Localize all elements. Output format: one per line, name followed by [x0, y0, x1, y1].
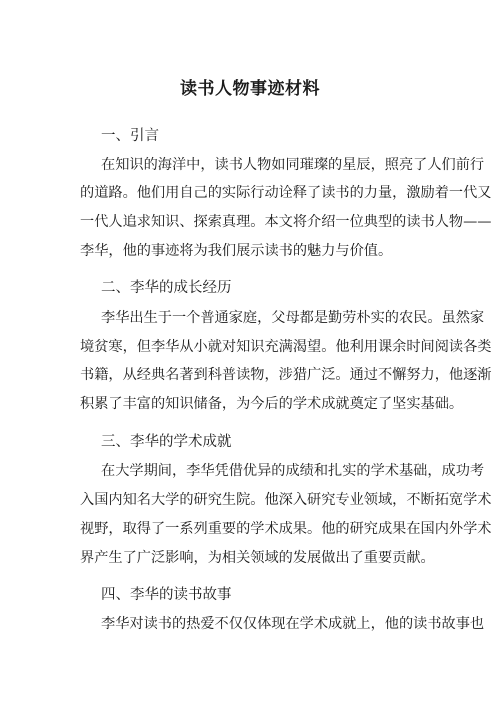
section-heading-achievements: 三、李华的学术成就 — [101, 434, 232, 450]
paragraph-line: 一代人追求知识、探索真理。本文将介绍一位典型的读书人物—— — [80, 214, 492, 230]
paragraph-line: 积累了丰富的知识储备，为今后的学术成就奠定了坚实基础。 — [80, 396, 464, 412]
paragraph-line: 书籍，从经典名著到科普读物，涉猎广泛。通过不懈努力，他逐渐 — [80, 367, 492, 383]
paragraph-line: 李华，他的事迹将为我们展示读书的魅力与价值。 — [80, 243, 393, 259]
paragraph-line: 在知识的海洋中，读书人物如同璀璨的星辰，照亮了人们前行 — [101, 157, 485, 173]
section-heading-intro: 一、引言 — [101, 128, 159, 144]
paragraph-line: 李华出生于一个普通家庭，父母都是勤劳朴实的农民。虽然家 — [101, 310, 485, 326]
section-heading-growth: 二、李华的成长经历 — [101, 280, 232, 296]
section-heading-reading-story: 四、李华的读书故事 — [101, 587, 232, 603]
paragraph-line: 界产生了广泛影响，为相关领域的发展做出了重要贡献。 — [80, 550, 435, 566]
paragraph-line: 在大学期间，李华凭借优异的成绩和扎实的学术基础，成功考 — [101, 463, 485, 479]
paragraph-line: 视野，取得了一系列重要的学术成果。他的研究成果在国内外学术 — [80, 521, 492, 537]
document-title: 读书人物事迹材料 — [180, 79, 320, 99]
paragraph-line: 的道路。他们用自己的实际行动诠释了读书的力量，激励着一代又 — [80, 185, 492, 201]
paragraph-line: 入国内知名大学的研究生院。他深入研究专业领域，不断拓宽学术 — [80, 492, 492, 508]
paragraph-line: 李华对读书的热爱不仅仅体现在学术成就上，他的读书故事也 — [101, 616, 485, 632]
paragraph-line: 境贫寒，但李华从小就对知识充满渴望。他利用课余时间阅读各类 — [80, 339, 492, 355]
